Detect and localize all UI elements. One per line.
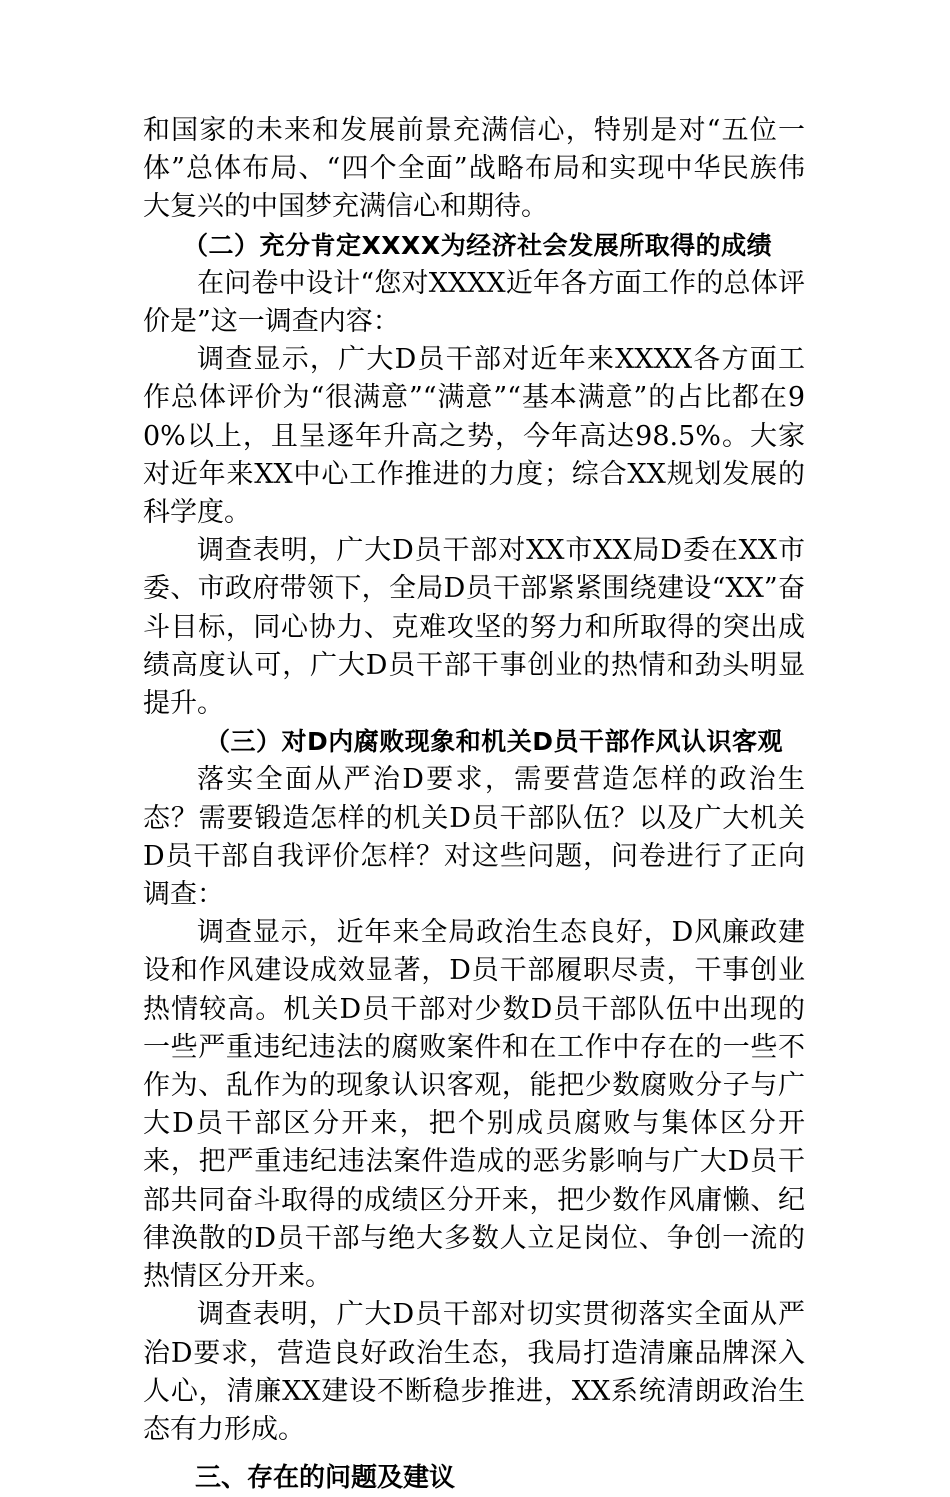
paragraph-1: 和国家的未来和发展前景充满信心，特别是对“五位一体”总体布局、“四个全面”战略布局和实现中华民族伟大复兴的中国梦充满信心和期待。 bbox=[143, 115, 805, 223]
paragraph-5: 落实全面从严治D要求，需要营造怎样的政治生态？需要锻造怎样的机关D员干部队伍？以及广大机关D员干部自我评价怎样？对这些问题，问卷进行了正向调查： bbox=[143, 764, 805, 911]
subheading-3: （三）对D内腐败现象和机关D员干部作风认识客观 bbox=[205, 727, 784, 757]
paragraph-7: 调查表明，广大D员干部对切实贯彻落实全面从严治D要求，营造良好政治生态，我局打造清廉品牌深入人心，清廉XX建设不断稳步推进，XX系统清朗政治生态有力形成。 bbox=[143, 1299, 805, 1445]
paragraph-4: 调查表明，广大D员干部对XX市XX局D委在XX市委、市政府带领下，全局D员干部紧紧围绕建设“XX”奋斗目标，同心协力、克难攻坚的努力和所取得的突出成绩高度认可，广大D员干部干事创业的热情和劲头明显提升。 bbox=[143, 535, 805, 720]
document-page bbox=[143, 112, 805, 1497]
paragraph-2: 在问卷中设计“您对XXXX近年各方面工作的总体评价是”这一调查内容： bbox=[143, 267, 805, 338]
paragraph-3: 调查显示，广大D员干部对近年来XXXX各方面工作总体评价为“很满意”“满意”“基本满意”的占比都在90%以上，且呈逐年升高之势，今年高达98.5%。大家对近年来XX中心工作推进的力度；综合XX规划发展的科学度。 bbox=[143, 344, 805, 529]
paragraph-6: 调查显示，近年来全局政治生态良好，D风廉政建设和作风建设成效显著，D员干部履职尽责，干事创业热情较高。机关D员干部对少数D员干部队伍中出现的一些严重违纪违法的腐败案件和在工作中存在的一些不作为、乱作为的现象认识客观，能把少数腐败分子与广大D员干部区分开来，把个别成员腐败与集体区分开来，把严重违纪违法案件造成的恶劣影响与广大D员干部共同奋斗取得的成绩区分开来，把少数作风庸懒、纪律涣散的D员干部与绝大多数人立足岗位、争创一流的热情区分开来。 bbox=[143, 917, 805, 1293]
subheading-2: （二）充分肯定XXXX为经济社会发展所取得的成绩 bbox=[183, 230, 773, 260]
section-heading-3: 三、存在的问题及建议 bbox=[195, 1463, 456, 1494]
